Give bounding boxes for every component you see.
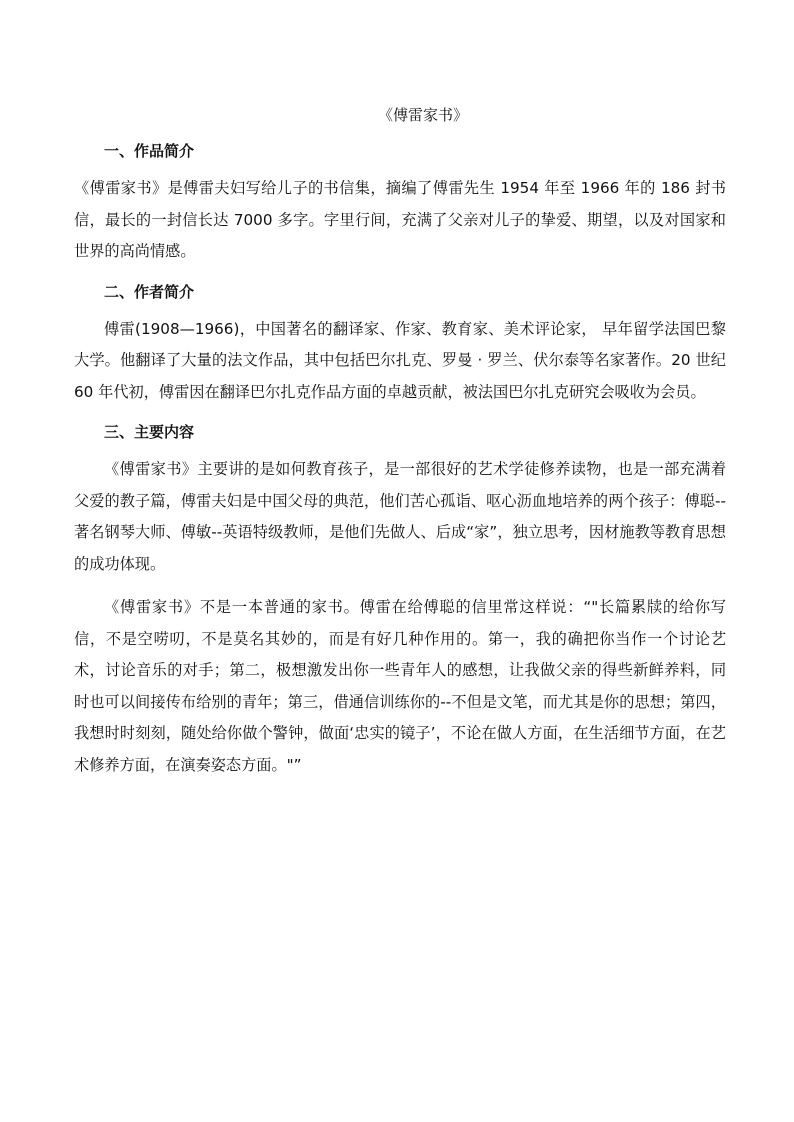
document-title: 《傅雷家书》 xyxy=(377,106,468,124)
author-intro-paragraph: 傅雷(1908—1966)，中国著名的翻译家、作家、教育家、美术评论家， 早年留学法国巴黎大学。他翻译了大量的法文作品，其中包括巴尔扎克、罗曼 · 罗兰、伏尔泰等名家著作。20 世纪 60 年代初，傅雷因在翻译巴尔扎克作品方面的卓越贡献，被法国巴尔扎克研究会吸收为会员。 xyxy=(74,319,726,401)
main-content-paragraph-2: 《傅雷家书》不是一本普通的家书。傅雷在给傅聪的信里常这样说：“"长篇累牍的给你写信，不是空唠叨，不是莫名其妙的，而是有好几种作用的。第一，我的确把你当作一个讨论艺术，讨论音乐的对手；第二，极想激发出你一些青年人的感想，让我做父亲的得些新鲜养料，同时也可以间接传布给别的青年；第三，借通信训练你的--不但是文笔，而尤其是你的思想；第四，我想时时刻刻，随处给你做个警钟，做面‘忠实的镜子’，不论在做人方面，在生活细节方面，在艺术修养方面，在演奏姿态方面。"” xyxy=(74,598,726,774)
section-heading-author-intro: 二、作者简介 xyxy=(104,282,195,301)
section-work-intro xyxy=(74,139,726,268)
section-heading-work-intro: 一、作品简介 xyxy=(104,142,195,160)
document-content xyxy=(74,103,726,793)
section-main-content xyxy=(74,420,726,781)
work-intro-paragraph: 《傅雷家书》是傅雷夫妇写给儿子的书信集，摘编了傅雷先生 1954 年至 1966 年的 186 封书信，最长的一封信长达 7000 多字。字里行间，充满了父亲对儿子的挚爱、期望，以及对国家和世界的高尚情感。 xyxy=(74,179,726,260)
section-author-intro xyxy=(74,280,726,409)
main-content-paragraph-1: 《傅雷家书》主要讲的是如何教育孩子，是一部很好的艺术学徒修养读物，也是一部充满着父爱的教子篇，傅雷夫妇是中国父母的典范，他们苦心孤诣、呕心沥血地培养的两个孩子：傅聪--著名钢琴大师、傅敏--英语特级教师，是他们先做人、后成“家”，独立思考，因材施教等教育思想的成功体现。 xyxy=(74,460,726,573)
section-heading-main-content: 三、主要内容 xyxy=(104,423,195,441)
